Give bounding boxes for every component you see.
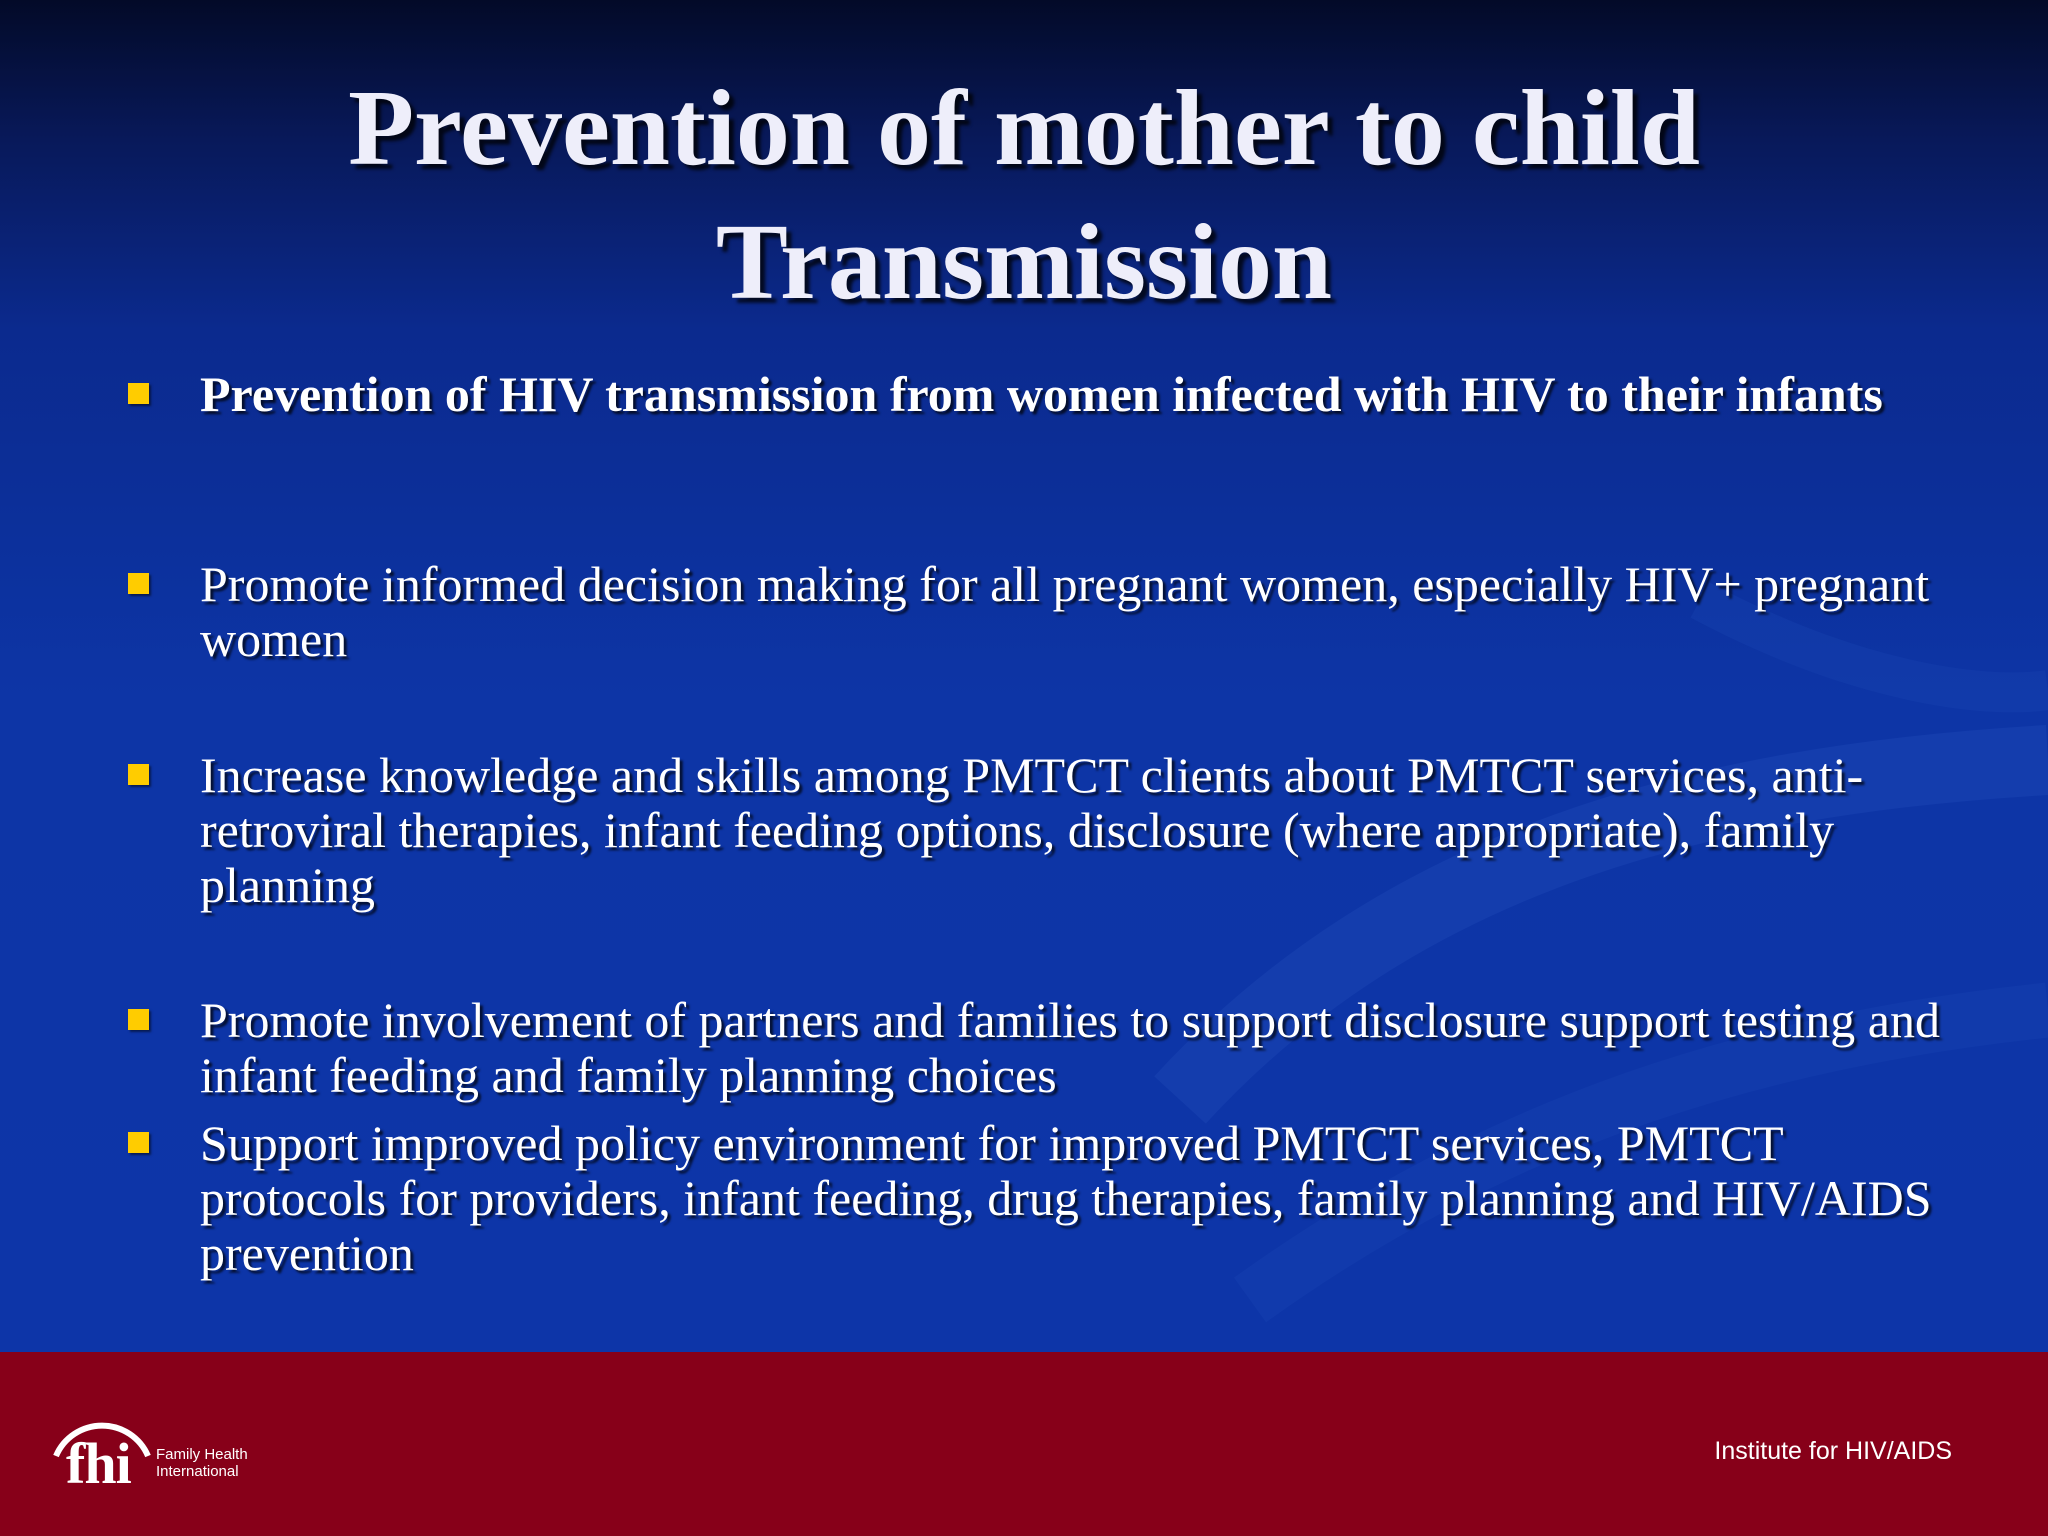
fhi-logo [48, 1400, 288, 1500]
bullet-item [200, 993, 1940, 1103]
bullet-text: Increase knowledge and skills among PMTCT clients about PMTCT services, anti-retroviral therapies, infant feeding options, disclosure (where appropriate), family planning [200, 747, 1864, 913]
logo-name-line-2: International [156, 1463, 239, 1480]
footer-band [0, 1352, 2048, 1536]
bullet-square-icon [128, 383, 149, 404]
logo-organization-name [156, 1446, 296, 1480]
fhi-logo-mark [48, 1400, 156, 1500]
title-line-2: Transmission [715, 203, 1333, 322]
institute-label: Institute for HIV/AIDS [1714, 1437, 1952, 1465]
bullet-item [200, 748, 1940, 913]
bullet-item [200, 367, 1940, 422]
logo-letters: fhi [66, 1431, 131, 1496]
bullet-square-icon [128, 573, 149, 594]
bullet-text: Support improved policy environment for improved PMTCT services, PMTCT protocols for providers, infant feeding, drug therapies, family planning and HIV/AIDS prevention [200, 1115, 1932, 1281]
bullet-item [200, 1116, 1940, 1281]
title-line-1: Prevention of mother to child [348, 69, 1700, 188]
bullet-text: Prevention of HIV transmission from women infected with HIV to their infants [200, 366, 1883, 422]
bullet-text: Promote involvement of partners and families to support disclosure support testing and infant feeding and family planning choices [200, 992, 1940, 1103]
bullet-item [200, 557, 1940, 667]
logo-name-line-1: Family Health [156, 1446, 248, 1463]
bullet-text: Promote informed decision making for all pregnant women, especially HIV+ pregnant women [200, 556, 1930, 667]
bullet-square-icon [128, 764, 149, 785]
bullet-square-icon [128, 1132, 149, 1153]
bullet-square-icon [128, 1009, 149, 1030]
